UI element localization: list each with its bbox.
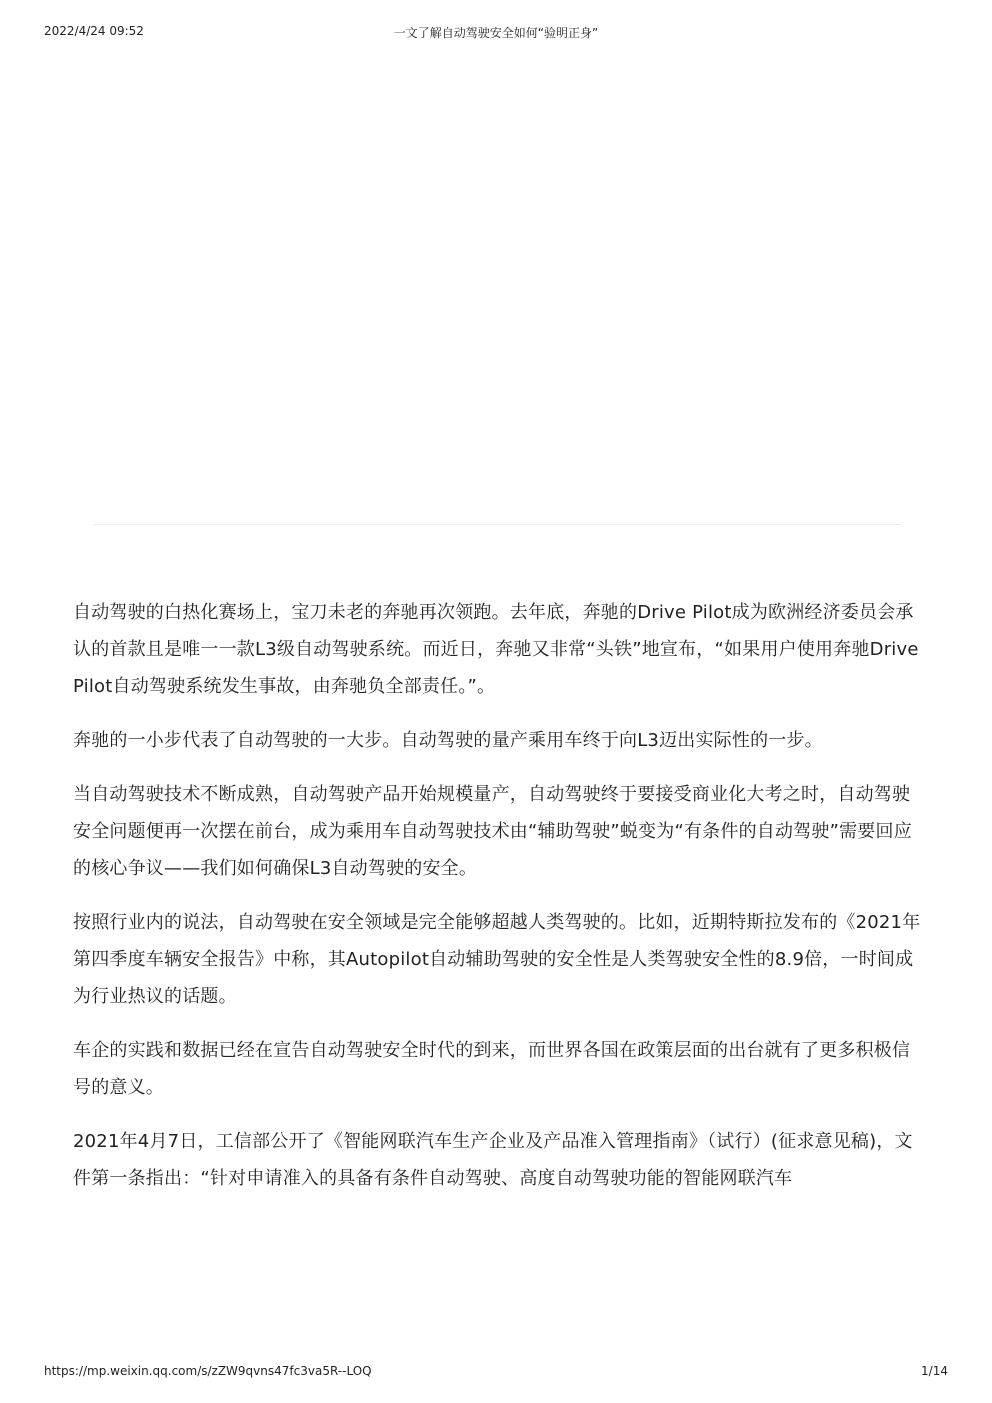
- article-paragraph: 按照行业内的说法，自动驾驶在安全领域是完全能够超越人类驾驶的。比如，近期特斯拉发布的《2021年第四季度车辆安全报告》中称，其Autopilot自动辅助驾驶的安全性是人类驾驶安全性的8.9倍，一时间成为行业热议的话题。: [73, 912, 921, 1007]
- article-paragraph: 2021年4月7日，工信部公开了《智能网联汽车生产企业及产品准入管理指南》（试行）(征求意见稿)，文件第一条指出：“针对申请准入的具备有条件自动驾驶、高度自动驾驶功能的智能网联汽车: [73, 1131, 913, 1189]
- article-paragraph: 当自动驾驶技术不断成熟，自动驾驶产品开始规模量产，自动驾驶终于要接受商业化大考之时，自动驾驶安全问题便再一次摆在前台，成为乘用车自动驾驶技术由“辅助驾驶”蜕变为“有条件的自动驾驶”需要回应的核心争议——我们如何确保L3自动驾驶的安全。: [73, 784, 912, 879]
- article-cover-image-area: [93, 60, 901, 522]
- print-footer-url: https://mp.weixin.qq.com/s/zZW9qvns47fc3va5R--LOQ: [44, 1364, 372, 1378]
- divider: [93, 524, 901, 525]
- print-header-title: 一文了解自动驾驶安全如何“验明正身”: [393, 26, 599, 40]
- print-header-datetime: 2022/4/24 09:52: [44, 24, 144, 38]
- article-paragraph: 车企的实践和数据已经在宣告自动驾驶安全时代的到来，而世界各国在政策层面的出台就有了更多积极信号的意义。: [73, 1040, 911, 1098]
- print-footer-page-number: 1/14: [921, 1364, 948, 1378]
- article-paragraph: 自动驾驶的白热化赛场上，宝刀未老的奔驰再次领跑。去年底，奔驰的Drive Pilot成为欧洲经济委员会承认的首款且是唯一一款L3级自动驾驶系统。而近日，奔驰又非常“头铁”地宣布，“如果用户使用奔驰Drive Pilot自动驾驶系统发生事故，由奔驰负全部责任。”。: [73, 602, 919, 697]
- article-paragraph: 奔驰的一小步代表了自动驾驶的一大步。自动驾驶的量产乘用车终于向L3迈出实际性的一步。: [73, 730, 823, 751]
- article-body: [73, 594, 921, 1214]
